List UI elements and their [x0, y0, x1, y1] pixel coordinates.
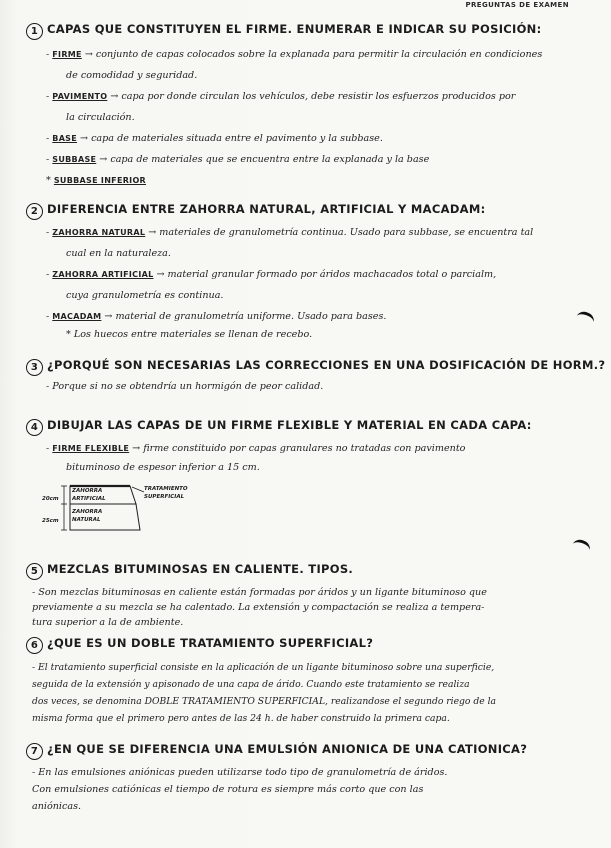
treatment-note: TRATAMIENTO SUPERFICIAL — [144, 486, 188, 500]
depth-label-1: 20cm — [42, 496, 59, 502]
depth-label-2: 25cm — [42, 518, 59, 524]
question-number: 7 — [26, 743, 43, 760]
term: SUBBASE — [52, 155, 97, 164]
term: PAVIMENTO — [52, 92, 108, 101]
question-6 — [26, 636, 596, 727]
question-number: 5 — [26, 563, 43, 580]
question-1 — [26, 22, 596, 191]
term: SUBBASE INFERIOR — [53, 176, 147, 185]
note-arrow — [132, 487, 144, 492]
question-title: ¿EN QUE SE DIFERENCIA UNA EMULSIÓN ANIONICA DE UNA CATIONICA? — [47, 742, 528, 756]
answer: - En las emulsiones aniónicas pueden utilizarse todo tipo de granulometría de áridos. Con emulsiones catiónicas el tiempo de rotura es siempre más corto que con las aniónicas. — [32, 767, 448, 812]
answer: - ZAHORRA NATURAL → materiales de granulometría continua. Usado para subbase, se encuentra tal cual en la naturaleza. - ZAHORRA ARTIFICIAL → material granular formado por áridos machacados total o parcialm, cuya granulometría es continua. - MACADAM → material de granulometría uniforme. Usado para bases. * Los huecos entre materiales se llenan de recebo. — [46, 227, 534, 340]
layer-label-2: ZAHORRA NATURAL — [72, 509, 103, 523]
term: FIRME FLEXIBLE — [52, 444, 130, 453]
question-title: MEZCLAS BITUMINOSAS EN CALIENTE. TIPOS. — [47, 562, 354, 576]
term: BASE — [52, 134, 78, 143]
question-number: 6 — [26, 637, 43, 654]
question-title: ¿QUE ES UN DOBLE TRATAMIENTO SUPERFICIAL? — [47, 636, 374, 650]
answer: - FIRME → conjunto de capas colocados sobre la explanada para permitir la circulación en condiciones de comodidad y seguridad. - PAVIMENTO → capa por donde circulan los vehículos, debe resistir los esfuerzos producidos por la circulación. - BASE → capa de materiales situada entre el pavimento y la subbase. - SUBBASE → capa de materiales que se encuentra entre la explanada y la base * SUBBASE INFERIOR — [46, 49, 543, 186]
term: MACADAM — [52, 312, 102, 321]
question-number: 4 — [26, 419, 43, 436]
question-title: CAPAS QUE CONSTITUYEN EL FIRME. ENUMERAR E INDICAR SU POSICIÓN: — [47, 22, 542, 36]
term: ZAHORRA NATURAL — [52, 228, 146, 237]
question-2 — [26, 202, 596, 342]
question-number: 2 — [26, 203, 43, 220]
question-title: DIBUJAR LAS CAPAS DE UN FIRME FLEXIBLE Y MATERIAL EN CADA CAPA: — [47, 418, 532, 432]
layer-label-1: ZAHORRA ARTIFICIAL — [72, 488, 106, 502]
question-number: 1 — [26, 23, 43, 40]
answer: - El tratamiento superficial consiste en la aplicación de un ligante bituminoso sobre una superficie, seguida de la extensión y apisonado de una capa de árido. Cuando este tratamiento se realiza dos veces, se denomina DOBLE TRATAMIENTO SUPERFICIAL, realizandose el segundo riego de la misma forma que el primero pero antes de las 24 h. de haber construido la primera capa. — [32, 662, 497, 724]
answer: - FIRME FLEXIBLE → firme constituido por capas granulares no tratadas con pavimento bituminoso de espesor inferior a 15 cm. — [46, 443, 466, 473]
page-header: PREGUNTAS DE EXAMEN — [465, 1, 569, 9]
question-title: ¿PORQUÉ SON NECESARIAS LAS CORRECCIONES EN UNA DOSIFICACIÓN DE HORM.? — [47, 358, 606, 372]
question-4 — [26, 418, 596, 476]
question-title: DIFERENCIA ENTRE ZAHORRA NATURAL, ARTIFICIAL Y MACADAM: — [47, 202, 486, 216]
question-number: 3 — [26, 359, 43, 376]
answer: - Son mezclas bituminosas en caliente están formadas por áridos y un ligante bituminoso que previamente a su mezcla se ha calentado. La extensión y compactación se realiza a tempera- tura superior a la de ambiente. — [32, 587, 487, 628]
question-7 — [26, 742, 596, 815]
firme-layers-diagram — [42, 484, 222, 534]
question-3 — [26, 358, 606, 397]
punch-hole-mark — [570, 537, 592, 557]
term: ZAHORRA ARTIFICIAL — [52, 270, 154, 279]
term: FIRME — [52, 50, 82, 59]
question-5 — [26, 562, 596, 630]
answer: - Porque si no se obtendría un hormigón de peor calidad. — [46, 381, 324, 392]
